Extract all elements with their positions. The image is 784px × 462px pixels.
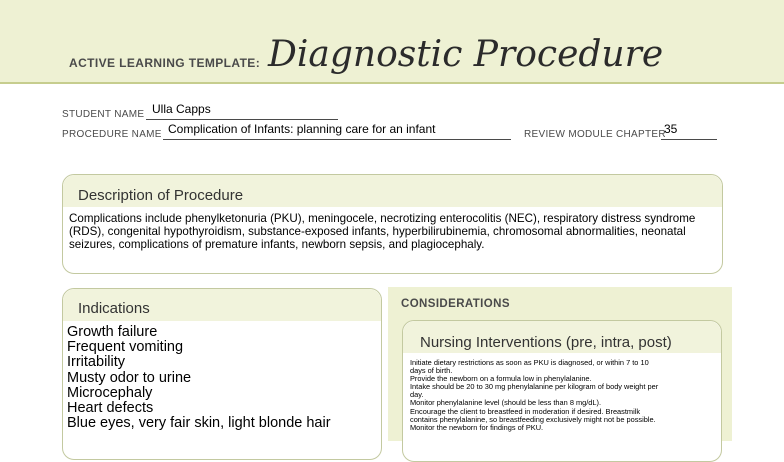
procedure-name-line xyxy=(163,139,511,140)
template-label: ACTIVE LEARNING TEMPLATE: xyxy=(69,56,261,70)
page-title: Diagnostic Procedure xyxy=(268,34,664,75)
list-item: Microcephaly xyxy=(67,384,153,401)
list-item: Provide the newborn on a formula low in phenylalanine. xyxy=(410,374,592,384)
considerations-label: CONSIDERATIONS xyxy=(401,298,510,310)
review-module-label: REVIEW MODULE CHAPTER xyxy=(524,129,666,140)
list-item: day. xyxy=(410,390,424,400)
list-item: Irritability xyxy=(67,354,126,371)
list-item: Intake should be 20 to 30 mg phenylalanine per kilogram of body weight per xyxy=(410,382,659,392)
indications-title: Indications xyxy=(78,300,150,317)
list-item: Encourage the client to breastfeed in moderation if desired. Breastmilk xyxy=(410,406,641,416)
list-item: Blue eyes, very fair skin, light blonde hair xyxy=(67,415,331,432)
list-item: Heart defects xyxy=(67,400,154,417)
review-module-field[interactable]: 35 xyxy=(664,122,678,136)
procedure-name-label: PROCEDURE NAME xyxy=(62,129,162,140)
procedure-name-field[interactable]: Complication of Infants: planning care for an infant xyxy=(168,122,436,136)
list-item: Growth failure xyxy=(67,324,158,340)
list-item: Monitor the newborn for findings of PKU. xyxy=(410,422,544,432)
list-item: Monitor phenylalanine level (should be less than 8 mg/dL). xyxy=(410,398,602,408)
description-title: Description of Procedure xyxy=(78,187,244,204)
indications-list xyxy=(67,325,331,431)
student-name-label: STUDENT NAME xyxy=(62,109,145,120)
student-name-line xyxy=(146,119,338,120)
description-text: Complications include phenylketonuria (PKU), meningocele, necrotizing enterocolitis (NEC), respiratory distress syndrome (RDS), congenital hypothyroidism, substance-exposed infants, hyperbilirubinemia, chromosomal abnormalities, neonatal seizures, complications of premature infants, newborn sepsis, and plagiocephaly. xyxy=(69,212,696,251)
header-banner xyxy=(0,0,784,84)
list-item: Frequent vomiting xyxy=(67,339,184,356)
list-item: Initiate dietary restrictions as soon as PKU is diagnosed, or within 7 to 10 xyxy=(410,358,649,367)
nursing-interventions-text xyxy=(410,359,715,432)
list-item: Musty odor to urine xyxy=(67,369,192,386)
list-item: contains phenylalanine, so breastfeeding exclusively might not be possible. xyxy=(410,414,656,424)
nursing-interventions-title: Nursing Interventions (pre, intra, post) xyxy=(420,334,672,351)
student-name-field[interactable]: Ulla Capps xyxy=(152,102,211,116)
review-module-line xyxy=(661,139,717,140)
list-item: days of birth. xyxy=(410,366,453,376)
